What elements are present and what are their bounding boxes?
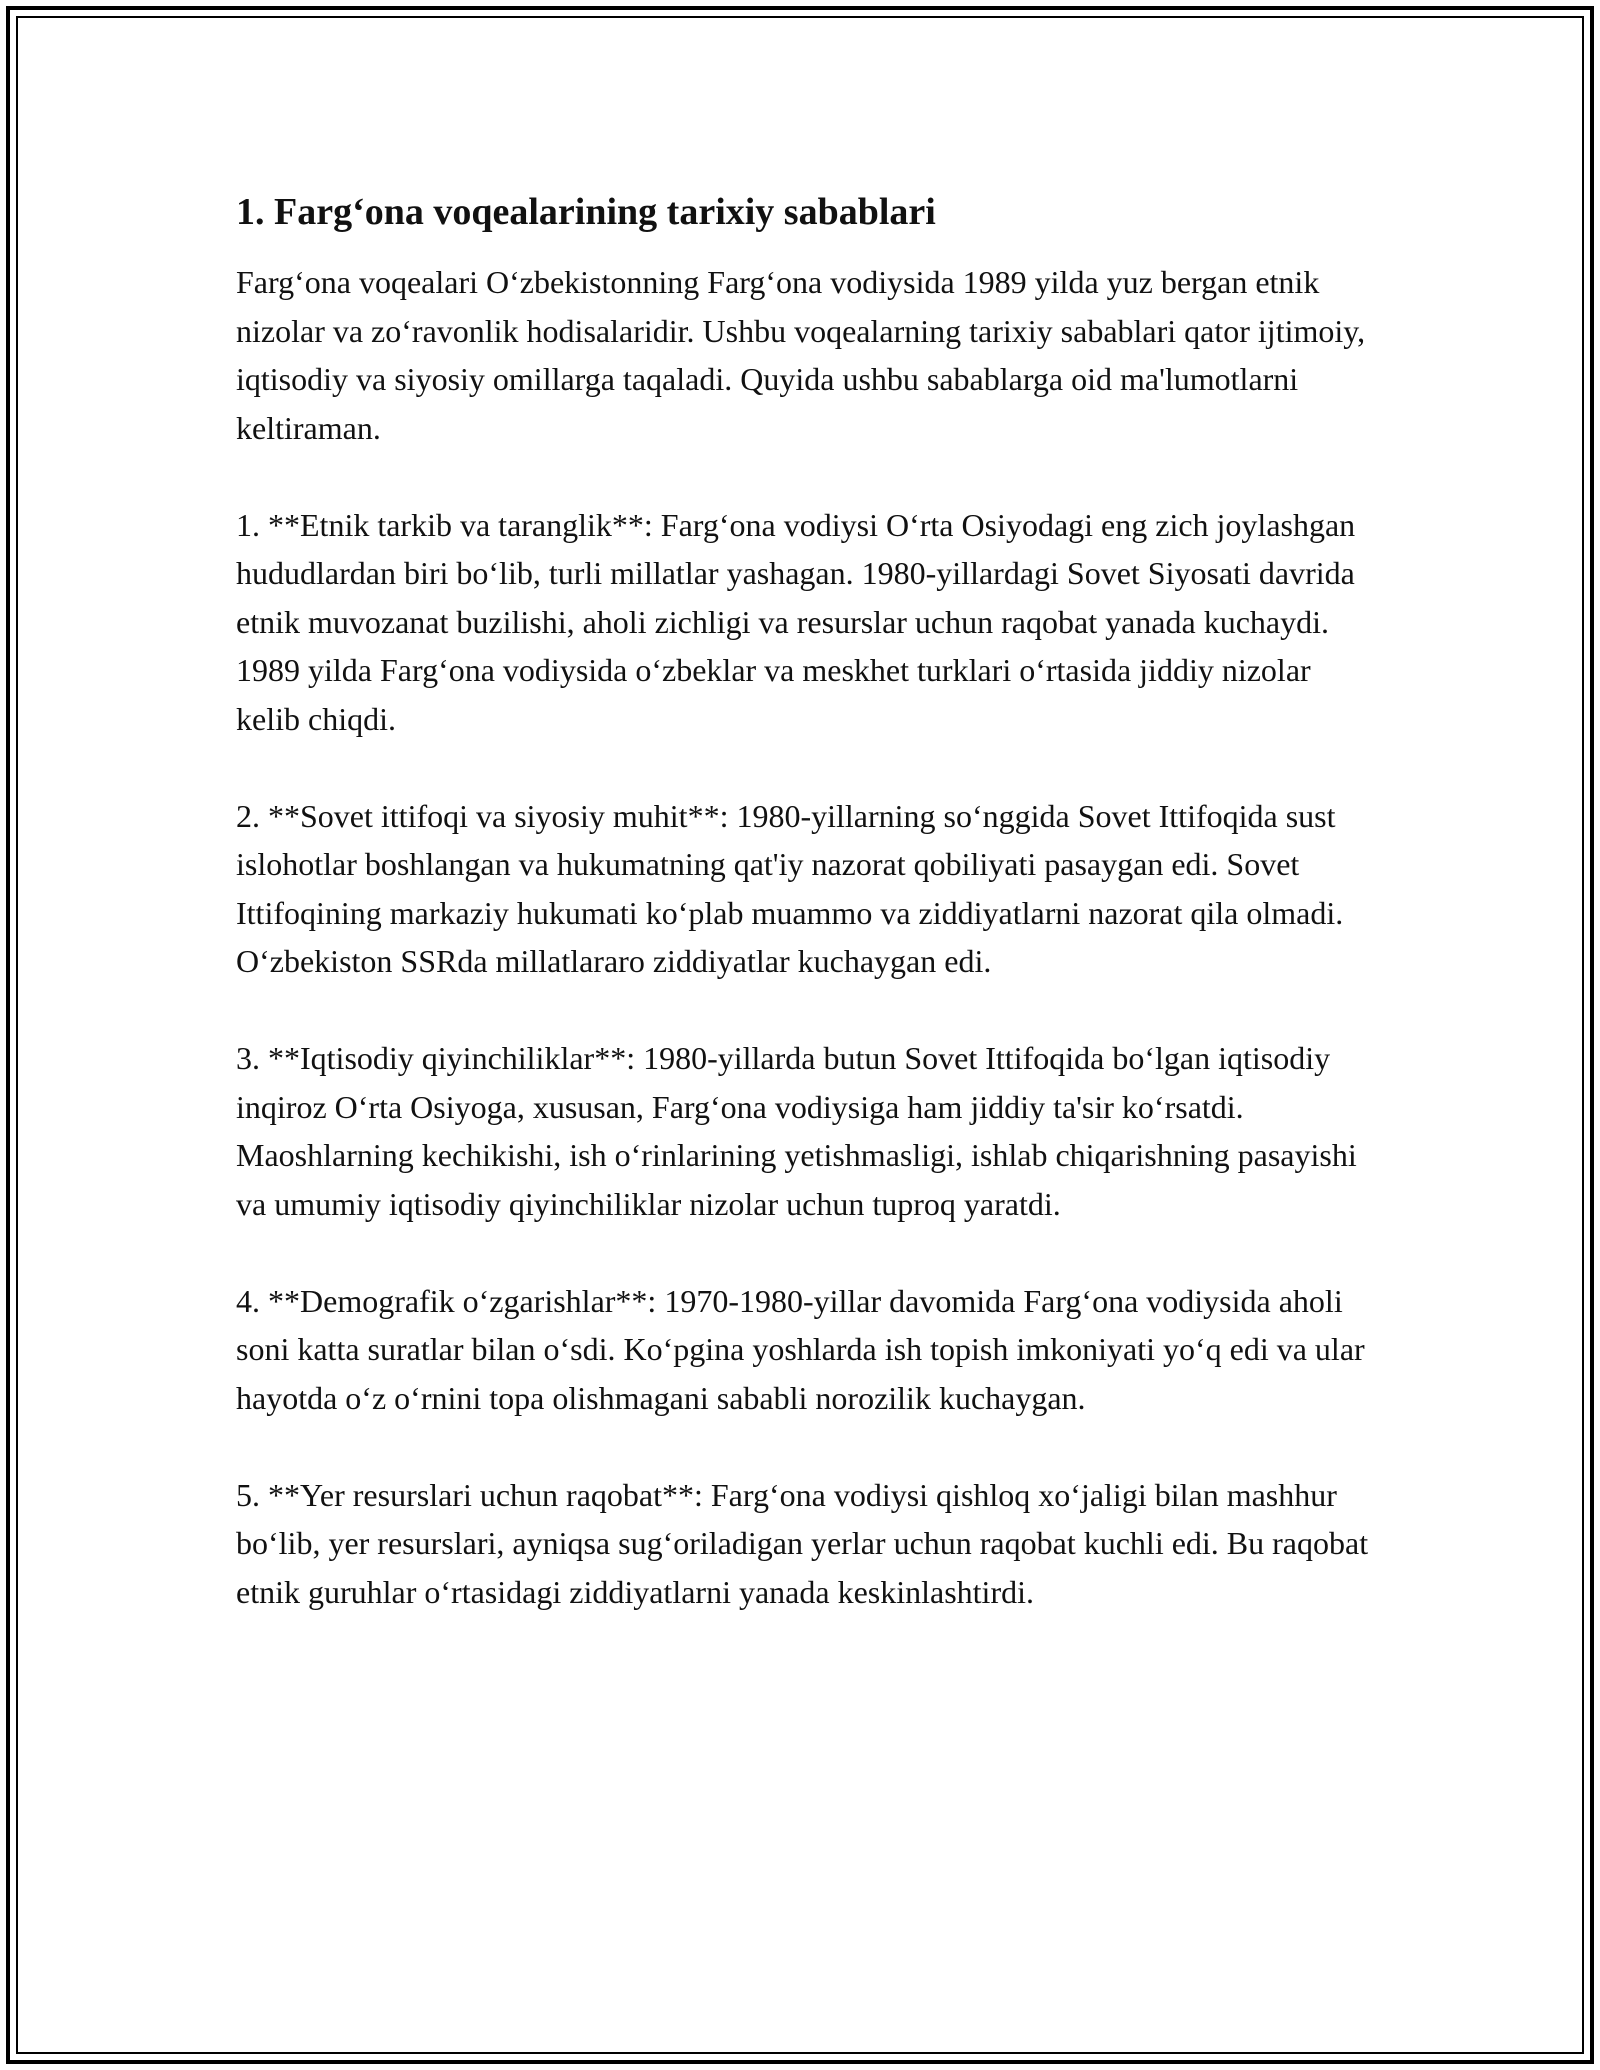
paragraph-demographic-changes: 4. **Demografik o‘zgarishlar**: 1970-1980-yillar davomida Farg‘ona vodiysida aholi soni katta suratlar bilan o‘sdi. Ko‘pgina yoshlarda ish topish imkoniyati yo‘q edi va ular hayotda o‘z o‘rnini topa olishmagani sababli norozilik kuchaygan. — [236, 1282, 1365, 1416]
document-title: 1. Farg‘ona voqealarining tarixiy sabablari — [236, 191, 936, 233]
paragraph-intro: Farg‘ona voqealari O‘zbekistonning Farg‘ona vodiysida 1989 yilda yuz bergan etnik nizolar va zo‘ravonlik hodisalaridir. Ushbu voqealarning tarixiy sabablari qator ijtimoiy, iqtisodiy va siyosiy omillarga taqaladi. Quyida ushbu sabablarga oid ma'lumotlarni keltiraman. — [236, 264, 1366, 446]
paragraph-land-resources: 5. **Yer resurslari uchun raqobat**: Farg‘ona vodiysi qishloq xo‘jaligi bilan mashhur bo‘lib, yer resurslari, ayniqsa sug‘oriladigan yerlar uchun raqobat kuchli edi. Bu raqobat etnik guruhlar o‘rtasidagi ziddiyatlarni yanada keskinlashtirdi. — [236, 1476, 1369, 1610]
paragraph-ethnic-composition: 1. **Etnik tarkib va taranglik**: Farg‘ona vodiysi O‘rta Osiyodagi eng zich joylashgan hududlardan biri bo‘lib, turli millatlar yashagan. 1980-yillardagi Sovet Siyosati davrida etnik muvozanat buzilishi, aholi zichligi va resurslar uchun raqobat yanada kuchaydi. 1989 yilda Farg‘ona vodiysida o‘zbeklar va meskhet turklari o‘rtasida jiddiy nizolar kelib chiqdi. — [236, 506, 1356, 737]
paragraph-soviet-politics: 2. **Sovet ittifoqi va siyosiy muhit**: 1980-yillarning so‘nggida Sovet Ittifoqida sust islohotlar boshlangan va hukumatning qat'iy nazorat qobiliyati pasaygan edi. Sovet Ittifoqining markaziy hukumati ko‘plab muammo va ziddiyatlarni nazorat qila olmadi. O‘zbekiston SSRda millatlararo ziddiyatlar kuchaygan edi. — [236, 797, 1344, 979]
paragraph-economic-difficulties: 3. **Iqtisodiy qiyinchiliklar**: 1980-yillarda butun Sovet Ittifoqida bo‘lgan iqtisodiy inqiroz O‘rta Osiyoga, xususan, Farg‘ona vodiysiga ham jiddiy ta'sir ko‘rsatdi. Maoshlarning kechikishi, ish o‘rinlarining yetishmasligi, ishlab chiqarishning pasayishi va umumiy iqtisodiy qiyinchiliklar nizolar uchun tuproq yaratdi. — [236, 1040, 1357, 1222]
document-body — [236, 186, 1376, 1665]
